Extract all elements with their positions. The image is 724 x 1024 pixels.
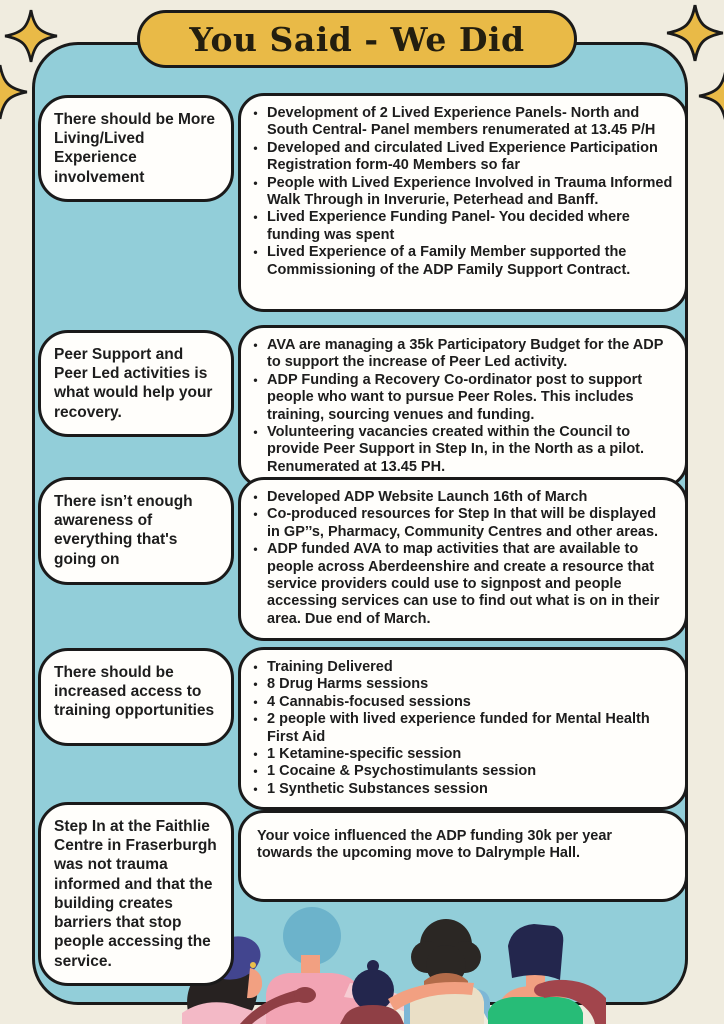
- bullet-icon: •: [253, 175, 258, 190]
- bullet-item: [251, 763, 673, 780]
- bullet-icon: •: [253, 677, 258, 692]
- sparkle-icon: [666, 4, 724, 62]
- bullet-text: 2 people with lived experience funded for Mental Health First Aid: [267, 711, 650, 745]
- bullet-text: 1 Ketamine-specific session: [267, 745, 462, 762]
- bullet-item: [251, 541, 673, 628]
- bullet-item: [251, 746, 673, 763]
- bullet-text: Developed and circulated Lived Experience Participation Registration form-40 Members so far: [267, 139, 658, 174]
- bullet-icon: •: [253, 106, 258, 120]
- did-bubble-5: [238, 810, 688, 902]
- bullet-icon: •: [253, 424, 258, 439]
- bullet-item: [251, 694, 673, 711]
- said-bubble-5: Step In at the Faithlie Centre in Fraserburgh was not trauma informed and that the building creates barriers that stop people accessing the service.: [38, 802, 234, 986]
- did-bubble-2: [238, 325, 688, 488]
- bullet-text: 4 Cannabis-focused sessions: [267, 693, 471, 710]
- sparkle-icon: [0, 64, 28, 120]
- page-title: You Said - We Did: [189, 19, 525, 59]
- bullet-text: 1 Cocaine & Psychostimulants session: [267, 763, 537, 780]
- bullet-text: Volunteering vacancies created within the Council to provide Peer Support in Step In, in the North as a pilot. Renumerated at 13.45 PH.: [267, 423, 645, 475]
- bullet-icon: •: [253, 372, 258, 387]
- bullet-icon: •: [253, 245, 258, 260]
- bullet-text: Lived Experience of a Family Member supported the Commissioning of the ADP Family Support Contract.: [267, 244, 631, 278]
- sparkle-icon: [698, 68, 724, 124]
- bullet-icon: •: [253, 140, 258, 155]
- bullet-item: [251, 506, 673, 541]
- sparkle-icon: [4, 9, 58, 63]
- bullet-icon: •: [253, 507, 258, 522]
- did-bubble-3: [238, 477, 688, 641]
- bullet-icon: •: [253, 490, 258, 504]
- bullet-item: [251, 372, 673, 424]
- bullet-text: AVA are managing a 35k Participatory Budget for the ADP to support the increase of Peer Led activity.: [267, 337, 664, 371]
- bullet-text: Developed ADP Website Launch 16th of March: [267, 489, 588, 505]
- bullet-item: [251, 781, 673, 798]
- bullet-item: [251, 244, 673, 279]
- bullet-text: People with Lived Experience Involved in Trauma Informed Walk Through in Inverurie, Peterhead and Banff.: [267, 174, 673, 208]
- title-banner: [137, 10, 577, 68]
- bullet-icon: •: [253, 781, 258, 796]
- bullet-icon: •: [253, 764, 258, 779]
- bullet-icon: •: [253, 712, 258, 727]
- did-bubble-1: [238, 93, 688, 312]
- bullet-item: [251, 424, 673, 476]
- bullet-text: ADP Funding a Recovery Co-ordinator post to support people who want to pursue Peer Roles. This includes training, sourcing venues and funding.: [267, 371, 643, 423]
- bullet-icon: •: [253, 660, 258, 674]
- people-illustration: [182, 886, 606, 1024]
- said-bubble-1: There should be More Living/Lived Experience involvement: [38, 95, 234, 202]
- bullet-text: ADP funded AVA to map activities that are available to people across Aberdeenshire and create a resource that service providers could use to signpost and people accessing services can use to find out what is on in their area. Due end of March.: [267, 541, 660, 627]
- bullet-item: [251, 711, 673, 746]
- bullet-text: Co-produced resources for Step In that will be displayed in GP’’s, Pharmacy, Community Centres and other areas.: [267, 506, 659, 540]
- bullet-icon: •: [253, 210, 258, 225]
- bullet-item: [251, 175, 673, 210]
- did-bubble-4: [238, 647, 688, 810]
- bullet-icon: •: [253, 338, 258, 352]
- bullet-text: 1 Synthetic Substances session: [267, 780, 488, 797]
- bullet-text: Training Delivered: [267, 659, 393, 675]
- bullet-item: [251, 209, 673, 244]
- bullet-item: [251, 105, 673, 140]
- said-bubble-4: There should be increased access to training opportunities: [38, 648, 234, 746]
- bullet-item: [251, 337, 673, 372]
- bullet-item: [251, 659, 673, 676]
- bullet-item: [251, 140, 673, 175]
- bullet-icon: •: [253, 694, 258, 709]
- bullet-icon: •: [253, 542, 258, 557]
- said-bubble-3: There isn’t enough awareness of everything that's going on: [38, 477, 234, 585]
- bullet-text: 8 Drug Harms sessions: [267, 676, 429, 693]
- bullet-icon: •: [253, 746, 258, 761]
- bullet-item: [251, 489, 673, 506]
- did-text: Your voice influenced the ADP funding 30k per year towards the upcoming move to Dalrymple Hall.: [257, 828, 613, 862]
- said-bubble-2: Peer Support and Peer Led activities is what would help your recovery.: [38, 330, 234, 437]
- bullet-text: Development of 2 Lived Experience Panels- North and South Central- Panel members renumerated at 13.45 P/H: [267, 105, 656, 139]
- bullet-item: [251, 676, 673, 693]
- bullet-text: Lived Experience Funding Panel- You decided where funding was spent: [267, 209, 630, 243]
